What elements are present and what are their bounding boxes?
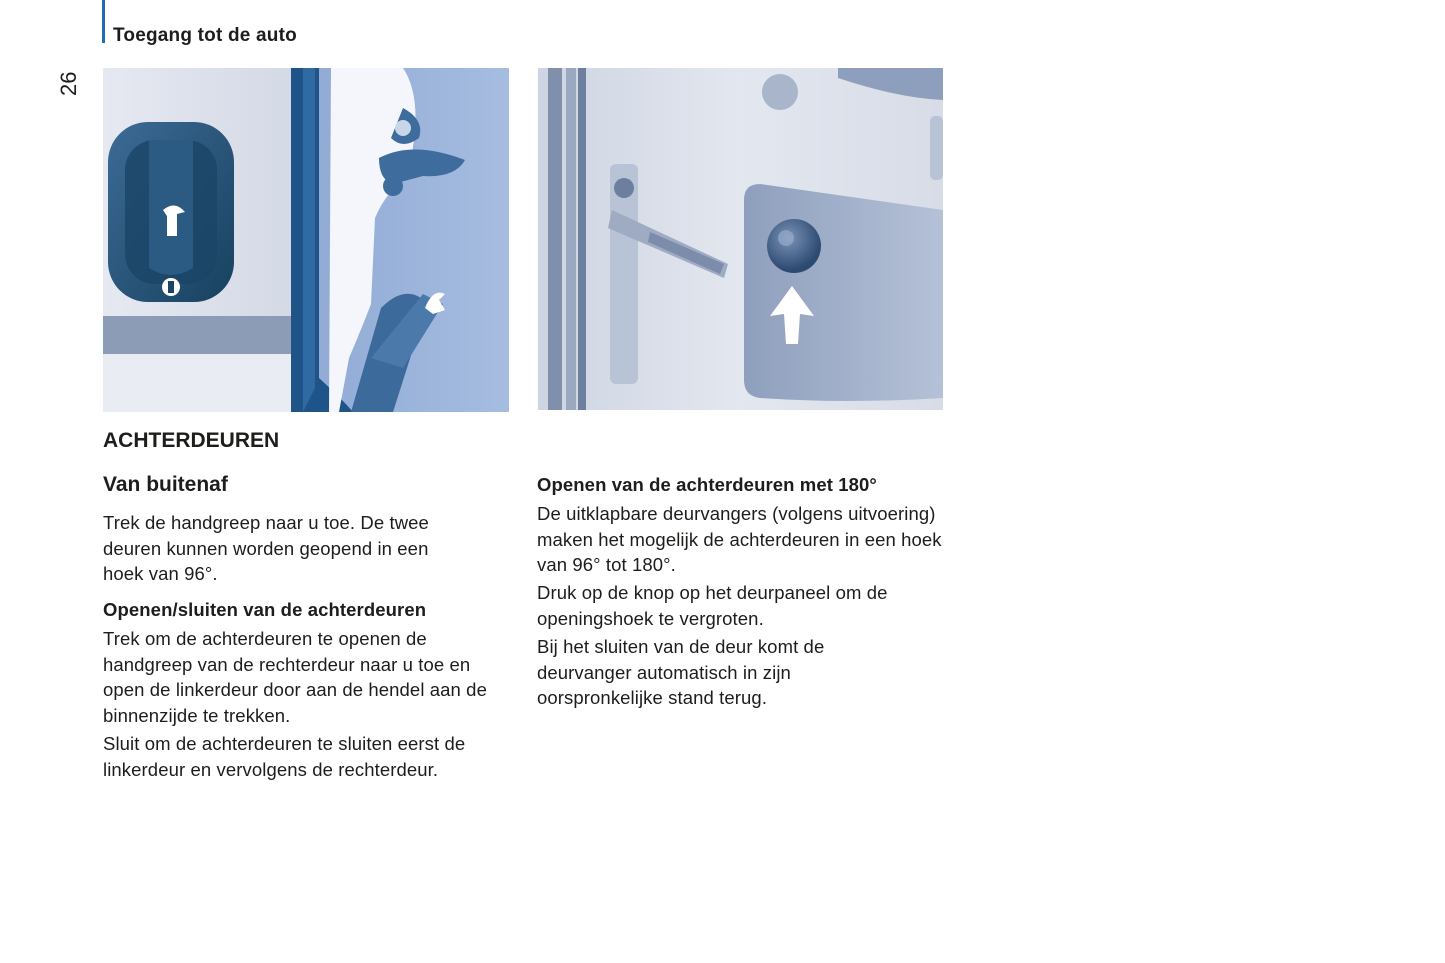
door-stop-button-illustration — [538, 68, 943, 410]
door-stop-description: De uitklapbare deurvangers (volgens uitvoering) maken het mogelijk de achterdeuren in een hoek van 96° tot 180°. — [537, 503, 942, 575]
button-instruction: Druk op de knop op het deurpaneel om de openingshoek te vergroten. — [537, 582, 888, 629]
header-accent-bar — [102, 0, 105, 43]
180-degree-heading: Openen van de achterdeuren met 180° — [537, 474, 877, 495]
rear-door-handle-illustration — [103, 68, 509, 412]
intro-paragraph: Trek de handgreep naar u toe. De twee deuren kunnen worden geopend in een hoek van 96°. — [103, 512, 429, 584]
open-instructions: Trek om de achterdeuren te openen de handgreep van de rechterdeur naar u toe en open de linkerdeur door aan de hendel aan de binnenzijde te trekken. — [103, 628, 487, 726]
page-number: 26 — [56, 71, 81, 96]
close-instructions: Sluit om de achterdeuren te sluiten eerst de linkerdeur en vervolgens de rechterdeur. — [103, 733, 466, 780]
closing-note: Bij het sluiten van de deur komt de deurvanger automatisch in zijn oorspronkelijke stand terug. — [537, 636, 825, 708]
section-title: ACHTERDEUREN — [103, 429, 280, 452]
page-header-title: Toegang tot de auto — [113, 25, 297, 46]
open-close-heading: Openen/sluiten van de achterdeuren — [103, 599, 427, 620]
subsection-title: Van buitenaf — [103, 473, 228, 496]
